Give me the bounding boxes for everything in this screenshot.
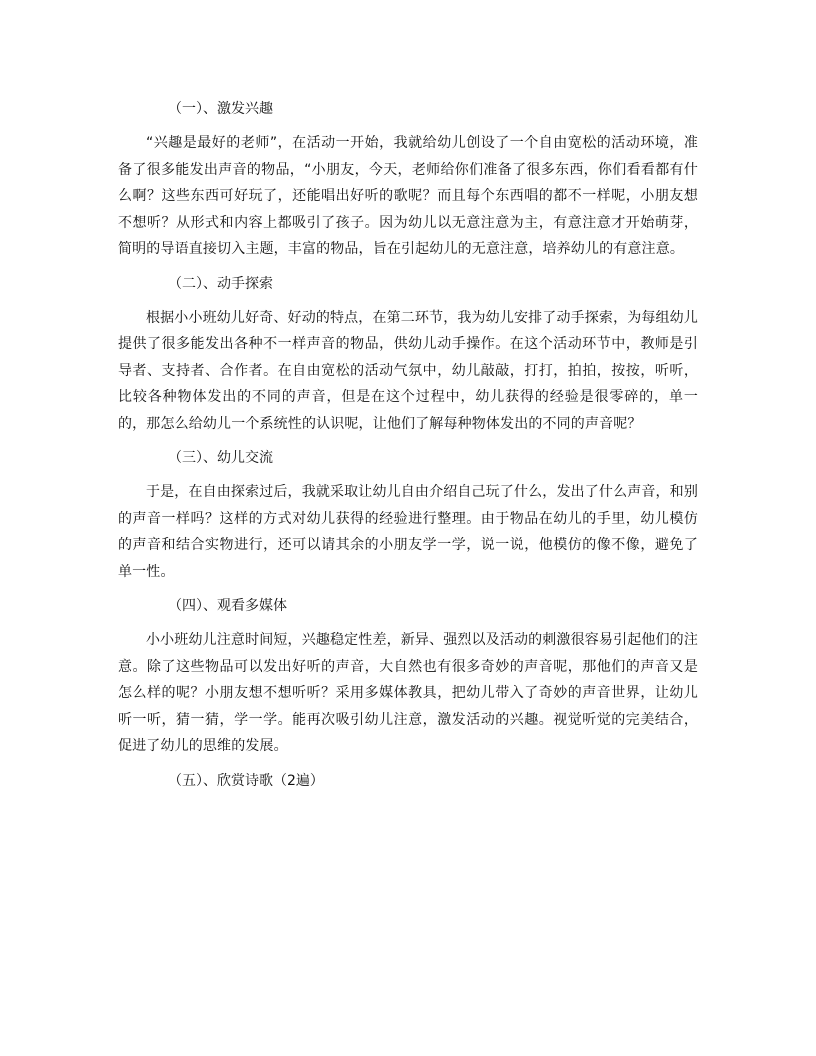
section-paragraph-1: “兴趣是最好的老师”，在活动一开始，我就给幼儿创设了一个自由宽松的活动环境，准备了很多能发出声音的物品，“小朋友，今天，老师给你们准备了很多东西，你们看看都有什么啊？这些东西可好玩了，还能唱出好听的歌呢？而且每个东西唱的都不一样呢，小朋友想不想听？从形式和内容上都吸引了孩子。因为幼儿以无意注意为主，有意注意才开始萌芽，简明的导语直接切入主题，丰富的物品，旨在引起幼儿的无意注意，培养幼儿的有意注意。 [118, 135, 698, 257]
section-heading-1: （一）、激发兴趣 [168, 101, 273, 117]
section-heading-4: （四）、观看多媒体 [168, 598, 287, 614]
section-heading-2: （二）、动手探索 [168, 275, 273, 292]
section-paragraph-2: 根据小小班幼儿好奇、好动的特点，在第二环节，我为幼儿安排了动手探索，为每组幼儿提供了很多能发出各种不一样声音的物品，供幼儿动手操作。在这个活动环节中，教师是引导者、支持者、合作者。在自由宽松的活动气氛中，幼儿敲敲，打打，拍拍，按按，听听，比较各种物体发出的不同的声音，但是在这个过程中，幼儿获得的经验是很零碎的，单一的，那怎么给幼儿一个系统性的认识呢，让他们了解每种物体发出的不同的声音呢？ [118, 309, 698, 432]
section-paragraph-3: 于是，在自由探索过后，我就采取让幼儿自由介绍自己玩了什么，发出了什么声音，和别的声音一样吗？这样的方式对幼儿获得的经验进行整理。由于物品在幼儿的手里，幼儿模仿的声音和结合实物进行，还可以请其余的小朋友学一学，说一说，他模仿的像不像，避免了单一性。 [118, 484, 698, 580]
section-paragraph-4: 小小班幼儿注意时间短，兴趣稳定性差，新异、强烈以及活动的刺激很容易引起他们的注意。除了这些物品可以发出好听的声音，大自然也有很多奇妙的声音呢，那他们的声音又是怎么样的呢？小朋友想不想听听？采用多媒体教具，把幼儿带入了奇妙的声音世界，让幼儿听一听，猜一猜，学一学。能再次吸引幼儿注意，激发活动的兴趣。视觉听觉的完美结合，促进了幼儿的思维的发展。 [118, 632, 698, 754]
section-heading-5: （五）、欣赏诗歌（2遍） [168, 772, 324, 789]
section-heading-3: （三）、幼儿交流 [168, 450, 273, 466]
document-body [118, 96, 698, 794]
